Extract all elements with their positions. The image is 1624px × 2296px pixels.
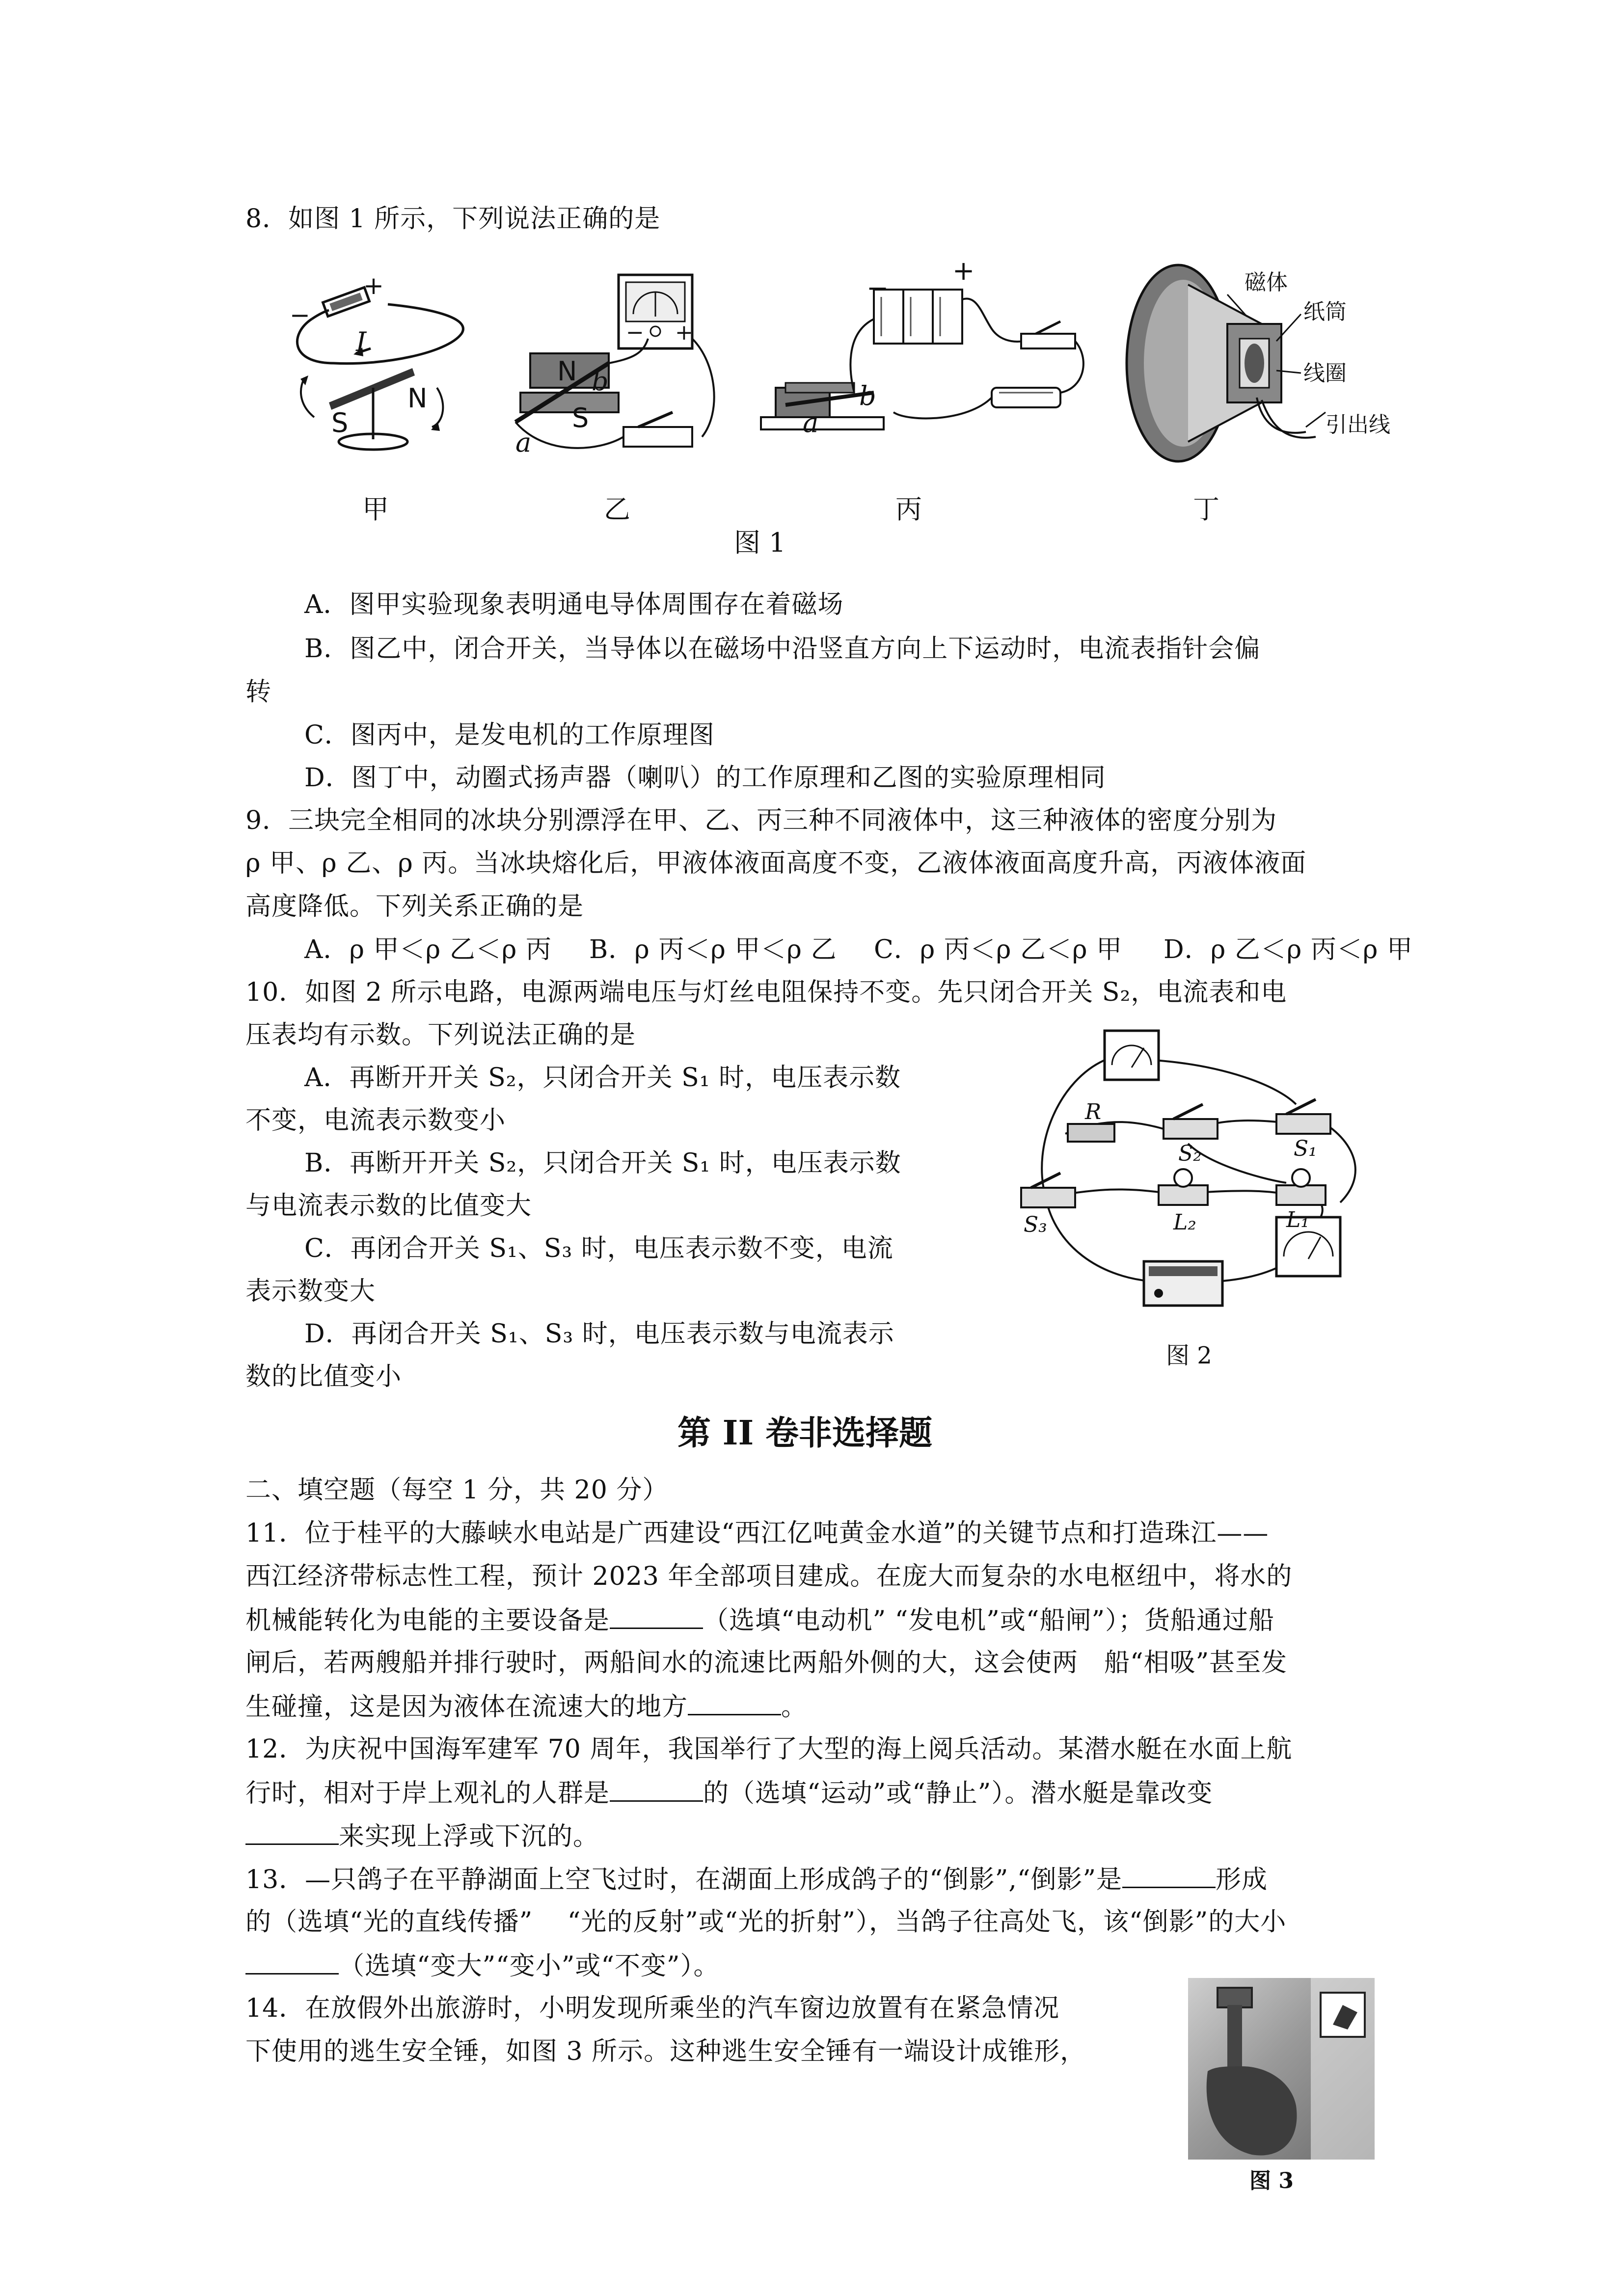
figure-2-circuit	[1001, 1021, 1394, 1325]
q9-line2: ρ 甲、ρ 乙、ρ 丙。当冰块熔化后，甲液体液面高度不变，乙液体液面高度升高，丙液体液面	[245, 849, 1307, 878]
q9-option-a: A．ρ 甲＜ρ 乙＜ρ 丙	[304, 935, 552, 964]
q13-line1-rest: 形成	[1216, 1865, 1268, 1895]
bing-minus-label: −	[866, 272, 889, 303]
q12-blank-1[interactable]	[610, 1777, 703, 1802]
fig1-label-bing: 丙	[895, 494, 922, 525]
q13-line3-rest: （选填“变大”“变小”或“不变”）。	[339, 1951, 720, 1981]
q11-line5	[245, 1690, 807, 1723]
q11-line5-end: 。	[781, 1692, 808, 1722]
q8-option-d: D．图丁中，动圈式扬声器（喇叭）的工作原理和乙图的实验原理相同	[304, 763, 1106, 793]
q13-line2: 的（选填“光的直线传播” “光的反射”或“光的折射”），当鸽子往高处飞，该“倒影”的大小	[245, 1907, 1287, 1937]
fig2-label-s1: S₁	[1294, 1136, 1317, 1161]
fig2-label-l1: L₁	[1286, 1207, 1309, 1232]
q10-line2: 压表均有示数。下列说法正确的是	[245, 1020, 636, 1050]
yi-south-label: S	[572, 402, 589, 433]
q11-blank-1[interactable]	[610, 1604, 703, 1629]
q9-option-d: D．ρ 乙＜ρ 丙＜ρ 甲	[1164, 935, 1413, 964]
jia-south-label: S	[331, 407, 349, 438]
q13-line1-text: 13．—只鸽子在平静湖面上空飞过时，在湖面上形成鸽子的“倒影”,“倒影”是	[245, 1865, 1123, 1895]
figure-1-jia	[275, 271, 481, 461]
q9-option-c: C．ρ 丙＜ρ 乙＜ρ 甲	[874, 935, 1123, 964]
fig1-label-jia: 甲	[362, 494, 389, 525]
yi-b-label: b	[592, 366, 609, 397]
q8-option-c: C．图丙中，是发电机的工作原理图	[304, 721, 715, 750]
q13-blank-2[interactable]	[245, 1949, 339, 1975]
q9-line1: 9．三块完全相同的冰块分别漂浮在甲、乙、丙三种不同液体中，这三种液体的密度分别为	[245, 806, 1277, 835]
q10-option-c-line2: 表示数变大	[245, 1277, 376, 1306]
jia-current-label: I	[356, 326, 367, 357]
yi-meter-plus: +	[675, 320, 693, 345]
q9-line3: 高度降低。下列关系正确的是	[245, 892, 584, 921]
q8-stem: 8．如图 1 所示，下列说法正确的是	[245, 204, 661, 234]
q9-option-b: B．ρ 丙＜ρ 甲＜ρ 乙	[589, 935, 837, 964]
q10-line1: 10．如图 2 所示电路，电源两端电压与灯丝电阻保持不变。先只闭合开关 S₂，电流表和电	[245, 978, 1287, 1007]
q12-line2-rest: 的（选填“运动”或“静止”）。潜水艇是靠改变	[703, 1779, 1213, 1808]
figure-3-safety-hammer	[1188, 1978, 1375, 2160]
fig1-label-yi: 乙	[604, 494, 630, 525]
q11-line3-text: 机械能转化为电能的主要设备是	[245, 1606, 610, 1635]
bing-a-label: a	[803, 407, 819, 438]
bing-plus-label: +	[952, 255, 975, 286]
q10-option-d-line2: 数的比值变小	[245, 1362, 402, 1391]
ding-paper-tube-label: 纸筒	[1303, 299, 1347, 324]
q13-line1	[245, 1863, 1268, 1896]
q12-blank-2[interactable]	[245, 1820, 339, 1845]
q14-line1: 14．在放假外出旅游时，小明发现所乘坐的汽车窗边放置有在紧急情况	[245, 1994, 1060, 2023]
q12-line3-rest: 来实现上浮或下沉的。	[339, 1822, 599, 1851]
fig2-label-r: R	[1085, 1099, 1102, 1124]
fig2-label-l2: L₂	[1173, 1210, 1196, 1235]
q10-option-a-line2: 不变，电流表示数变小	[245, 1106, 506, 1135]
q8-option-b-line2: 转	[245, 677, 272, 707]
yi-a-label: a	[515, 427, 532, 458]
q11-line3-rest: （选填“电动机” “发电机”或“船闸”）；货船通过船	[703, 1606, 1275, 1635]
q10-option-d-line1: D．再闭合开关 S₁、S₃ 时，电压表示数与电流表示	[304, 1319, 894, 1349]
fig2-label-s2: S₂	[1178, 1141, 1202, 1166]
q11-line3	[245, 1604, 1274, 1636]
fig1-label-ding: 丁	[1193, 494, 1219, 525]
q11-line2: 西江经济带标志性工程，预计 2023 年全部项目建成。在庞大而复杂的水电枢纽中，将水的	[245, 1562, 1293, 1591]
fig1-title: 图 1	[734, 527, 786, 558]
section-title: 第 II 卷非选择题	[677, 1414, 932, 1453]
q12-line2	[245, 1777, 1213, 1809]
q8-option-a: A．图甲实验现象表明通电导体周围存在着磁场	[304, 590, 844, 619]
q10-option-b-line1: B．再断开开关 S₂，只闭合开关 S₁ 时，电压表示数	[304, 1148, 901, 1178]
figure-1-ding	[1114, 255, 1389, 481]
jia-north-label: N	[407, 383, 428, 414]
ding-coil-label: 线圈	[1303, 361, 1347, 386]
fig2-label-s3: S₃	[1024, 1212, 1047, 1237]
q12-line2-text: 行时，相对于岸上观礼的人群是	[245, 1779, 610, 1808]
yi-north-label: N	[557, 356, 577, 387]
jia-minus-label: −	[290, 301, 310, 329]
fig3-title: 图 3	[1249, 2168, 1294, 2193]
section-part-heading: 二、填空题（每空 1 分，共 20 分）	[245, 1475, 669, 1505]
yi-meter-minus: −	[626, 320, 644, 345]
q13-blank-1[interactable]	[1122, 1863, 1216, 1888]
q12-line1: 12．为庆祝中国海军建军 70 周年，我国举行了大型的海上阅兵活动。某潜水艇在水面上航	[245, 1735, 1293, 1764]
ding-leads-label: 引出线	[1326, 412, 1390, 437]
figure-1-bing	[746, 255, 1100, 471]
q10-option-c-line1: C．再闭合开关 S₁、S₃ 时，电压表示数不变，电流	[304, 1234, 893, 1263]
q14-line2: 下使用的逃生安全锤，如图 3 所示。这种逃生安全锤有一端设计成锥形，	[245, 2037, 1086, 2066]
q13-line3	[245, 1949, 720, 1982]
q11-line5-text: 生碰撞，这是因为液体在流速大的地方	[245, 1692, 688, 1722]
jia-plus-label: +	[363, 271, 384, 300]
q8-option-b-line1: B．图乙中，闭合开关，当导体以在磁场中沿竖直方向上下运动时，电流表指针会偏	[304, 634, 1261, 664]
fig2-title: 图 2	[1166, 1342, 1212, 1369]
q11-blank-2[interactable]	[688, 1690, 781, 1715]
bing-b-label: b	[859, 380, 876, 411]
q10-option-a-line1: A．再断开开关 S₂，只闭合开关 S₁ 时，电压表示数	[304, 1063, 901, 1093]
figure-1-yi	[486, 265, 741, 471]
q12-line3	[245, 1820, 599, 1852]
ding-magnet-label: 磁体	[1245, 270, 1288, 295]
q11-line4: 闸后，若两艘船并排行驶时，两船间水的流速比两船外侧的大，这会使两 船“相吸”甚至发	[245, 1648, 1288, 1678]
q11-line1: 11．位于桂平的大藤峡水电站是广西建设“西江亿吨黄金水道”的关键节点和打造珠江——	[245, 1519, 1269, 1548]
q10-option-b-line2: 与电流表示数的比值变大	[245, 1191, 532, 1221]
